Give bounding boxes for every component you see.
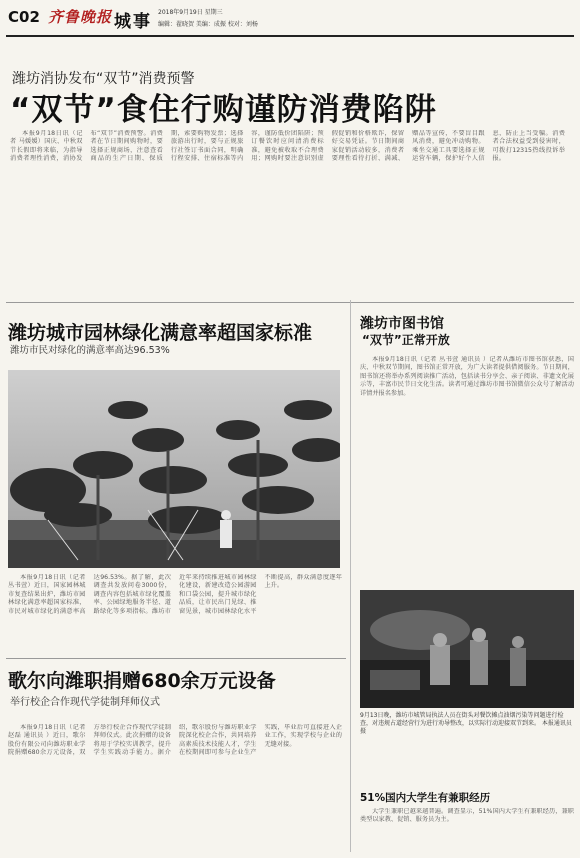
newspaper-logo: 齐鲁晚报 bbox=[48, 8, 113, 26]
topiary-photo bbox=[8, 370, 340, 568]
lead-body-text: 本报9月18日讯（记者 马媛媛）国庆、中秋双节长假即将来临，为指导消费者理性消费，消协发布“双节”消费预警。消费者在节日期间购物时，要选择正规商场，注意查看商品的生产日期、保质期，索要购物发票；选择旅游出行时，要与正规旅行社签订书面合同，明确行程安排、住宿标准等内容，谨防低价团陷阱；预订餐饮时应问清消费标准，避免被收取不合理费用；网购时要注意识别虚假促销和价格欺诈，保留好交易凭证。节日期间商家促销活动较多，消费者要理性看待打折、满减、赠品等宣传，不要盲目跟风消费，避免冲动购物。乘坐交通工具要选择正规运营车辆，保护好个人信息，防止上当受骗。消费者合法权益受到侵害时，可拨打12315热线投诉举报。 bbox=[10, 130, 565, 163]
night-inspection-photo bbox=[360, 590, 574, 708]
story-divider bbox=[6, 658, 346, 659]
goertek-body bbox=[8, 724, 342, 854]
garden-headline: 潍坊城市园林绿化满意率超国家标准 bbox=[8, 322, 313, 344]
library-subhead: “双节”正常开放 bbox=[362, 333, 450, 347]
lead-headline: “双节”食住行购谨防消费陷阱 bbox=[10, 92, 437, 128]
issue-date: 2018年9月19日 星期三 bbox=[158, 9, 223, 16]
library-body-text: 本报9月18日讯（记者 丛书萱 通讯员 ）记者从潍坊市图书馆获悉，国庆、中秋双节期间，图书馆正常开放，为广大读者提供借阅服务。节日期间，图书馆还将举办系列阅读推广活动，包括读书分享会、亲子阅读、非遗文化展示等，丰富市民节日文化生活。读者可通过潍坊市图书馆微信公众号了解活动详情并报名参加。 bbox=[360, 356, 574, 397]
editor-credits: 编辑：翟晓贺 美编：成振 校对：刘杨 bbox=[158, 21, 258, 28]
photo-caption: 9月13日晚，潍坊市城管局执法人员在街头对餐饮摊点油烟污染等问题进行检查，对违规占道经营行为进行劝导整改，以实际行动迎接双节到来。 本报通讯员 摄 bbox=[360, 712, 572, 736]
topiary-photo-image bbox=[8, 370, 340, 568]
goertek-headline: 歌尔向潍职捐赠680余万元设备 bbox=[8, 670, 276, 692]
stat-body bbox=[360, 808, 574, 854]
lead-kicker: 潍坊消协发布“双节”消费预警 bbox=[12, 71, 195, 87]
masthead-rule bbox=[6, 35, 574, 37]
column-divider bbox=[350, 300, 351, 852]
section-divider bbox=[6, 302, 574, 303]
stat-headline: 51%国内大学生有兼职经历 bbox=[360, 792, 491, 804]
garden-body-text: 本报9月18日讯（记者 丛书萱）近日，国家园林城市复查结果出炉，潍坊市园林绿化满意率超国家标准，市民对城市绿化的满意率高达96.53%。据了解，此次调查共发放问卷3000份，调查内容包括城市绿化覆盖率、公园绿地服务半径、道路绿化等多项指标。潍坊市近年来持续推进城市园林绿化建设，新建改造公园游园和口袋公园，提升城市绿化品质，让市民出门见绿、推窗见景，城市园林绿化水平不断提高，群众满意度逐年上升。 bbox=[8, 574, 342, 615]
library-headline: 潍坊市图书馆 bbox=[360, 316, 444, 332]
night-inspection-image bbox=[360, 590, 574, 708]
goertek-body-text: 本报9月18日讯（记者 赵磊 通讯员 ）近日，歌尔股份有限公司向潍坊职业学院捐赠680余万元设备，双方举行校企合作现代学徒制拜师仪式。此次捐赠的设备将用于学校实训教学，提升学生实践动手能力。据介绍，歌尔股份与潍坊职业学院深化校企合作，共同培养高素质技术技能人才，学生在校期间即可参与企业生产实践，毕业后可直接进入企业工作，实现学校与企业的无缝对接。 bbox=[8, 724, 342, 757]
garden-subhead: 潍坊市民对绿化的满意率高达96.53% bbox=[10, 345, 170, 356]
goertek-subhead: 举行校企合作现代学徒制拜师仪式 bbox=[10, 697, 160, 708]
garden-body bbox=[8, 574, 342, 658]
library-body bbox=[360, 356, 574, 584]
lead-body bbox=[10, 130, 565, 298]
section-title: 城事 bbox=[114, 12, 152, 32]
page-code: C02 bbox=[8, 8, 40, 26]
masthead bbox=[6, 4, 574, 34]
stat-body-text: 大学生兼职已越来越普遍。调查显示，51%国内大学生有兼职经历，兼职类型以家教、促销、服务员为主。 bbox=[360, 808, 574, 824]
